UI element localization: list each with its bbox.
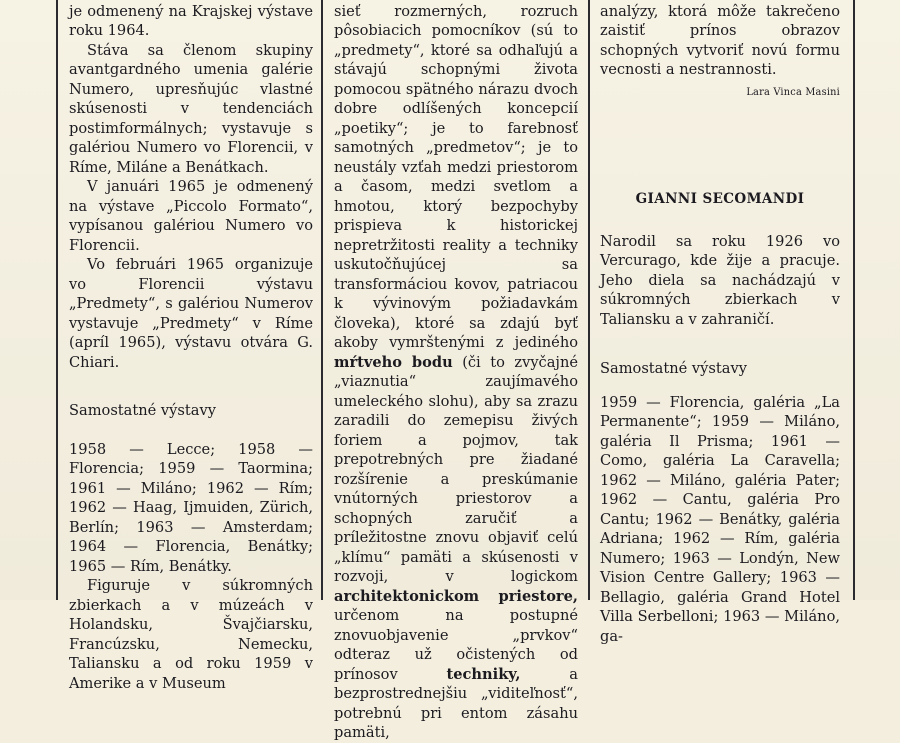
paragraph-january-1965: V januári 1965 je odmenený na výstave „Piccolo Formato“, vypísanou galériou Numero vo Florencii. xyxy=(69,178,313,254)
essay-bold-architectural-space: architektonickom priestore, xyxy=(334,587,578,605)
paragraph-essay-ending: analýzy, ktorá môže takrečeno zaistiť prínos obrazov schopných vytvoriť novú formu vecnosti a nestrannosti. xyxy=(600,2,840,78)
section-title-solo-exhibitions: Samostatné výstavy xyxy=(69,402,216,419)
text-column-2 xyxy=(334,0,578,743)
artist-heading: GIANNI SECOMANDI xyxy=(635,191,805,207)
column-rule-middle xyxy=(321,0,323,600)
column-rule-left xyxy=(56,0,58,600)
column-rule-far-right xyxy=(853,0,855,600)
essay-text-2: (či to zvyčajné „viaznutia“ zaujímavého umeleckého slohu), aby sa zrazu zaradili do zemepisu živých foriem a pojmov, tak prepotrebných pre žiadané rozšírenie a preskúmanie vnútorných priestorov a schopných zaručiť a príležitostne znovu objaviť celú „klímu“ pamäti a skúsenosti v rozvoji, v logickom xyxy=(334,353,578,585)
text-column-3 xyxy=(600,0,840,646)
paragraph-essay xyxy=(334,0,578,743)
exhibitions-list: 1958 — Lecce; 1958 — Florencia; 1959 — Taormina; 1961 — Miláno; 1962 — Rím; 1962 — Haag, Ijmuiden, Zürich, Berlín; 1963 — Amsterdam; 1964 — Florencia, Benátky; 1965 — Rím, Benátky. xyxy=(69,440,313,575)
section-title-solo-exhibitions-secomandi: Samostatné výstavy xyxy=(600,360,747,377)
essay-text-1: sieť rozmerných, rozruch pôsobiacich pomocníkov (sú to „predmety“, ktoré sa odhaľujú a stávajú schopnými života pomocou spätného nárazu dvoch dobre odlíšených koncepcií „poetiky“; je to farebnosť samotných „predmetov“; je to neustály vzťah medzi priestorom a časom, medzi svetlom a hmotou, ktorý bezpochyby prispieva k historickej nepretržitosti reality a techniky uskutočňujúcej sa transformáciou kovov, patriacou k vývinovým požiadavkám človeka), ktoré sa zdajú byť akoby vymrštenými z jediného xyxy=(334,2,578,351)
paragraph-february-1965: Vo februári 1965 organizuje vo Florencii výstavu „Predmety“, s galériou Numerov vystavuje „Predmety“ v Ríme (apríl 1965), výstavu otvára G. Chiari. xyxy=(69,256,313,371)
essay-text-4: a bezprostrednejšiu „viditeľnosť“, potrebnú pri entom zásahu pamäti, xyxy=(334,665,578,741)
artist-biography: Narodil sa roku 1926 vo Vercurago, kde žije a pracuje. Jeho diela sa nachádzajú v súkromných zbierkach v Taliansku a v zahraničí. xyxy=(600,232,840,328)
author-signature: Lara Vinca Masini xyxy=(746,86,840,98)
exhibitions-list-secomandi: 1959 — Florencia, galéria „La Permanente“; 1959 — Miláno, galéria Il Prisma; 1961 — Como, galéria La Caravella; 1962 — Miláno, galéria Pater; 1962 — Cantu, galéria Pro Cantu; 1962 — Benátky, galéria Adriana; 1962 — Rím, galéria Numero; 1963 — Londýn, New Vision Centre Gallery; 1963 — Bellagio, galéria Grand Hotel Villa Serbelloni; 1963 — Miláno, ga- xyxy=(600,393,840,645)
essay-bold-technique: techniky, xyxy=(446,665,521,683)
essay-text-3: určenom na postupné znovuobjavenie „prvkov“ odteraz už očistených od prínosov xyxy=(334,607,578,683)
paragraph-collections: Figuruje v súkromných zbierkach a v múzeách v Holandsku, Švajčiarsku, Francúzsku, Nemecku, Taliansku a od roku 1959 v Amerike a v Museum xyxy=(69,577,313,692)
paragraph-membership: Stáva sa členom skupiny avantgardného umenia galérie Numero, upresňujúc vlastné skúsenosti v tendenciách postimformálnych; vystavuje s galériou Numero vo Florencii, v Ríme, Miláne a Benátkach. xyxy=(69,41,313,176)
essay-bold-dead-point: mŕtveho bodu xyxy=(334,353,453,371)
paragraph-award-continuation: je odmenený na Krajskej výstave roku 1964. xyxy=(69,2,313,39)
column-rule-right xyxy=(588,0,590,600)
text-column-1 xyxy=(69,0,313,693)
